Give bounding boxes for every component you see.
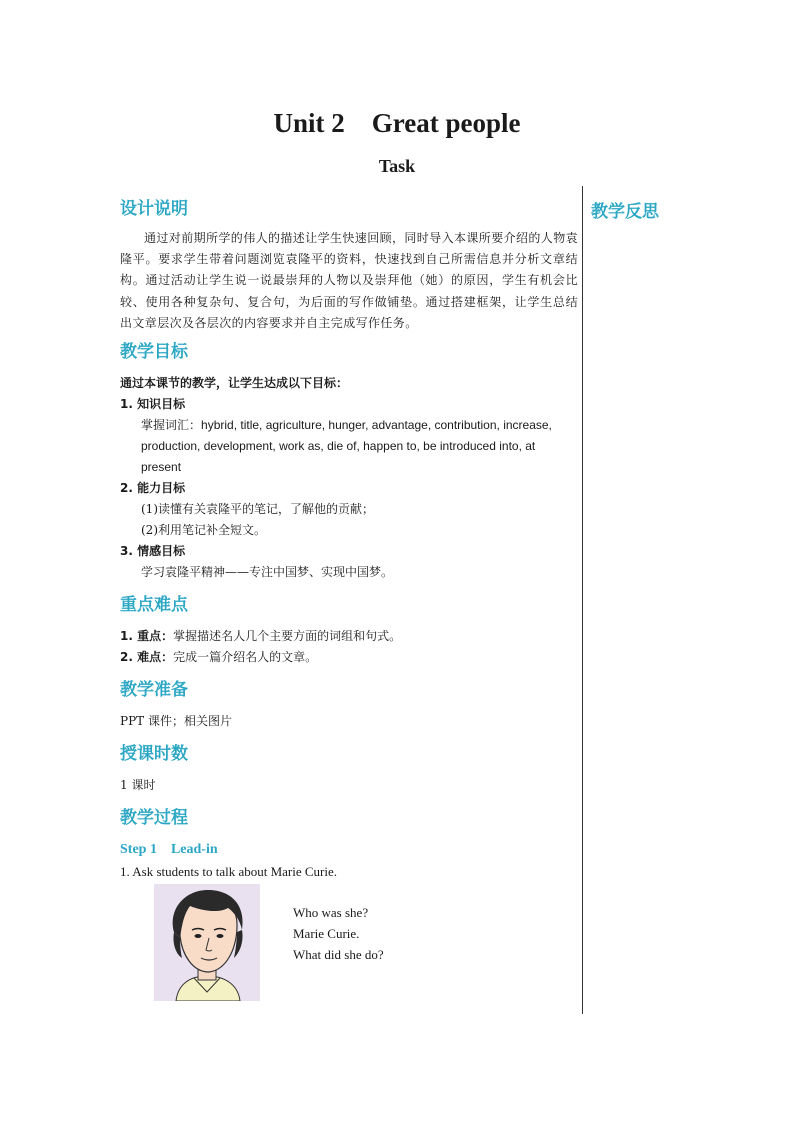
- hours-heading: 授课时数: [120, 744, 188, 765]
- page-subtitle: Task: [378, 156, 416, 176]
- question-line: Marie Curie.: [293, 926, 360, 942]
- process-heading: 教学过程: [120, 808, 188, 829]
- portrait-row: [120, 884, 578, 1004]
- design-heading: 设计说明: [120, 199, 188, 219]
- question-line: Who was she?: [293, 905, 369, 921]
- knowledge-words: hybrid, title, agriculture, hunger, advantage, contribution, increase, production, development, work as, die of, happen to, be introduced into, at present: [141, 418, 552, 475]
- keypoints-heading: 重点难点: [120, 595, 188, 616]
- question-line: What did she do?: [293, 947, 384, 963]
- knowledge-label: 掌握词汇：: [141, 418, 202, 433]
- main-column: [120, 197, 578, 1004]
- step-1-heading: Step 1 Lead-in: [120, 842, 218, 858]
- column-divider: [582, 186, 583, 1014]
- objectives-intro: 通过本课节的教学，让学生达成以下目标：: [120, 376, 349, 391]
- marie-curie-portrait: [154, 884, 260, 1001]
- focus-label: 1. 重点：: [120, 629, 174, 644]
- step-1-instruction: 1. Ask students to talk about Marie Curie.: [120, 864, 338, 880]
- knowledge-title: 1. 知识目标: [120, 397, 186, 412]
- page-title: Unit 2 Great people: [273, 108, 521, 138]
- difficulty-label: 2. 难点：: [120, 650, 174, 665]
- ability-item: (1)读懂有关袁隆平的笔记，了解他的贡献；: [141, 502, 374, 517]
- difficulty-line: [120, 647, 578, 668]
- focus-text: 掌握描述名人几个主要方面的词组和句式。: [173, 629, 402, 644]
- preparation-text: PPT 课件；相关图片: [120, 714, 232, 729]
- ability-item: (2)利用笔记补全短文。: [141, 523, 266, 538]
- focus-line: [120, 626, 578, 647]
- ability-title: 2. 能力目标: [120, 481, 186, 496]
- difficulty-text: 完成一篇介绍名人的文章。: [173, 650, 318, 665]
- design-paragraph: 通过对前期所学的伟人的描述让学生快速回顾，同时导入本课所要介绍的人物袁隆平。要求学生带着问题浏览袁隆平的资料，快速找到自己所需信息并分析文章结构。通过活动让学生说一说最崇拜的人物以及崇拜他（她）的原因，学生有机会比较、使用各种复杂句、复合句，为后面的写作做铺垫。通过搭建框架，让学生总结出文章层次及各层次的内容要求并自主完成写作任务。: [120, 231, 579, 330]
- lead-in-questions: [293, 902, 384, 965]
- emotion-text: 学习袁隆平精神——专注中国梦、实现中国梦。: [141, 565, 394, 580]
- preparation-heading: 教学准备: [120, 680, 188, 701]
- emotion-title: 3. 情感目标: [120, 544, 186, 559]
- knowledge-vocab: [120, 415, 578, 478]
- reflection-heading: 教学反思: [591, 202, 659, 222]
- objectives-heading: 教学目标: [120, 342, 188, 363]
- hours-text: 1 课时: [120, 778, 156, 793]
